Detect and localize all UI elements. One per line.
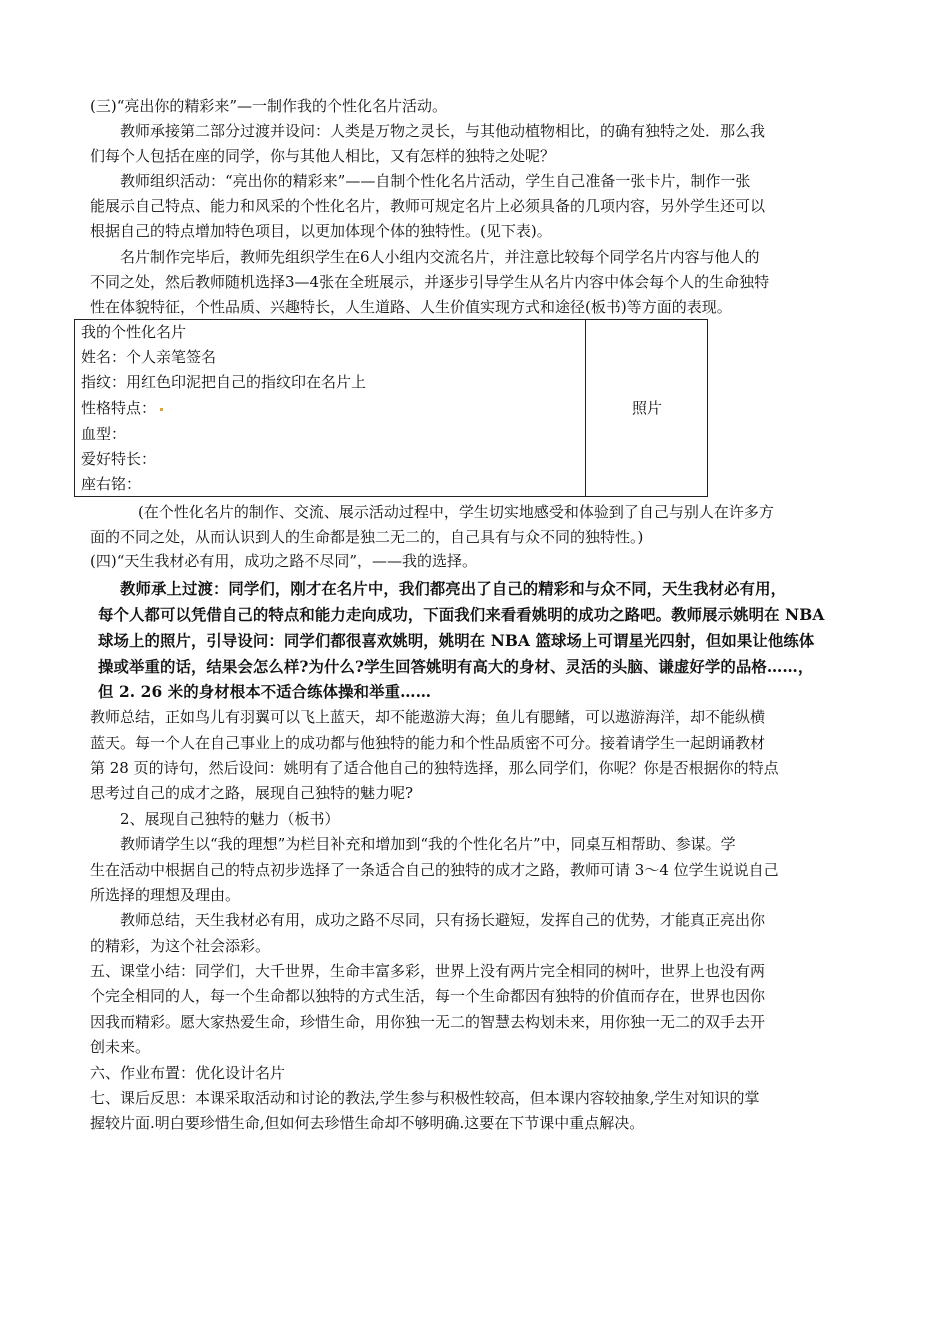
section-seven-heading: 七、课后反思：本课采取活动和讨论的教法,学生参与积极性较高，但本课内容较抽象,学生对知识的掌 (90, 1089, 760, 1107)
paragraph-line: 教师请学生以“我的理想”为栏目补充和增加到“我的个性化名片”中，同桌互相帮助、参谋。学 (120, 835, 736, 853)
paragraph-line: 的精彩，为这个社会添彩。 (90, 937, 271, 955)
paragraph-line: 握较片面.明白要珍惜生命,但如何去珍惜生命却不够明确.这要在下节课中重点解决。 (90, 1114, 645, 1132)
paragraph-line: 创未来。 (90, 1038, 151, 1056)
paragraph-line: 能展示自己特点、能力和风采的个性化名片，教师可规定名片上必须具备的几项内容，另外学生还可以 (90, 197, 766, 215)
card-photo-cell: 照片 (631, 399, 662, 417)
paragraph-line: 生在活动中根据自己的特点初步选择了一条适合自己的独特的成才之路，教师可请 3～4 位学生说说自己 (90, 861, 779, 879)
paragraph-line: 性在体貌特征，个性品质、兴趣特长，人生道路、人生价值实现方式和途径(板书)等方面的表现。 (90, 298, 732, 316)
paragraph-line: 根据自己的特点增加特色项目，以更加体现个体的独特性。(见下表)。 (90, 222, 552, 240)
card-row-fingerprint: 指纹：用红色印泥把自己的指纹印在名片上 (81, 373, 367, 391)
card-row-blood-type: 血型： (81, 425, 127, 443)
section-six-heading: 六、作业布置：优化设计名片 (90, 1064, 286, 1082)
card-row-name: 姓名：个人亲笔签名 (81, 348, 217, 366)
paragraph-line: 思考过自己的成才之路，展现自己独特的魅力呢? (90, 784, 414, 802)
paragraph-line: 们每个人包括在座的同学，你与其他人相比，又有怎样的独特之处呢？ (90, 147, 556, 165)
paragraph-line: 蓝天。每一个人在自己事业上的成功都与他独特的能力和个性品质密不可分。接着请学生一起朗诵教材 (90, 734, 766, 752)
business-card-table (74, 319, 708, 497)
card-row-personality (81, 398, 163, 418)
bold-paragraph-line: 教师承上过渡：同学们，刚才在名片中，我们都亮出了自己的精彩和与众不同，天生我材必有用， (120, 580, 787, 598)
card-title: 我的个性化名片 (81, 323, 187, 341)
bold-paragraph-line: 操或举重的话，结果会怎么样?为什么?学生回答姚明有高大的身材、灵活的头脑、谦虚好学的品格……， (98, 658, 814, 676)
subheading: 2、展现自己独特的魅力（板书） (120, 810, 340, 828)
paragraph-line: (在个性化名片的制作、交流、展示活动过程中，学生切实地感受和体验到了自己与别人在许多方 (138, 503, 774, 521)
card-row-motto: 座右铭： (81, 475, 142, 493)
paragraph-line: 面的不同之处，从而认识到人的生命都是独二无二的，自己具有与众不同的独特性。) (90, 528, 644, 546)
paragraph-line: 因我而精彩。愿大家热爱生命，珍惜生命，用你独一无二的智慧去构划未来，用你独一无二的双手去开 (90, 1013, 766, 1031)
paragraph-line: 个完全相同的人，每一个生命都以独特的方式生活，每一个生命都因有独特的价值而存在，世界也因你 (90, 987, 766, 1005)
paragraph-line: 名片制作完毕后，教师先组织学生在6人小组内交流名片，并注意比较每个同学名片内容与他人的 (120, 248, 760, 266)
paragraph-line: 教师总结，正如鸟儿有羽翼可以飞上蓝天，却不能遨游大海；鱼儿有腮鳍，可以遨游海洋，却不能纵横 (90, 708, 766, 726)
bold-paragraph-line: 球场上的照片，引导设问：同学们都很喜欢姚明，姚明在 NBA 篮球场上可谓星光四射，但如果让他练体 (98, 632, 815, 650)
bold-paragraph-line: 每个人都可以凭借自己的特点和能力走向成功，下面我们来看看姚明的成功之路吧。教师展示姚明在 NBA (98, 606, 825, 624)
section-five-heading: 五、课堂小结：同学们，大千世界，生命丰富多彩，世界上没有两片完全相同的树叶，世界上也没有两 (90, 962, 766, 980)
mark-dot (160, 408, 163, 411)
section-three-heading: (三)“亮出你的精彩来”—一制作我的个性化名片活动。 (90, 97, 448, 115)
paragraph-line: 教师组织活动：“亮出你的精彩来”——自制个性化名片活动，学生自己准备一张卡片，制作一张 (120, 172, 751, 190)
paragraph-line: 教师承接第二部分过渡并设问：人类是万物之灵长，与其他动植物相比，的确有独特之处．那么我 (120, 122, 766, 140)
paragraph-line: 所选择的理想及理由。 (90, 886, 241, 904)
paragraph-line: 教师总结，天生我材必有用，成功之路不尽同，只有扬长避短，发挥自己的优势，才能真正亮出你 (120, 911, 766, 929)
section-four-heading: (四)“天生我材必有用，成功之路不尽同”，——我的选择。 (90, 552, 478, 570)
card-row-hobbies: 爱好特长： (81, 450, 157, 468)
paragraph-line: 第 28 页的诗句，然后设问：姚明有了适合他自己的独特选择，那么同学们，你呢？你是否根据你的特点 (90, 759, 779, 777)
paragraph-line: 不同之处，然后教师随机选择3—4张在全班展示，并逐步引导学生从名片内容中体会每个人的生命独特 (90, 273, 770, 291)
card-row-personality-label: 性格特点： (81, 399, 157, 417)
bold-paragraph-line: 但 2. 26 米的身材根本不适合练体操和举重…… (98, 683, 432, 701)
